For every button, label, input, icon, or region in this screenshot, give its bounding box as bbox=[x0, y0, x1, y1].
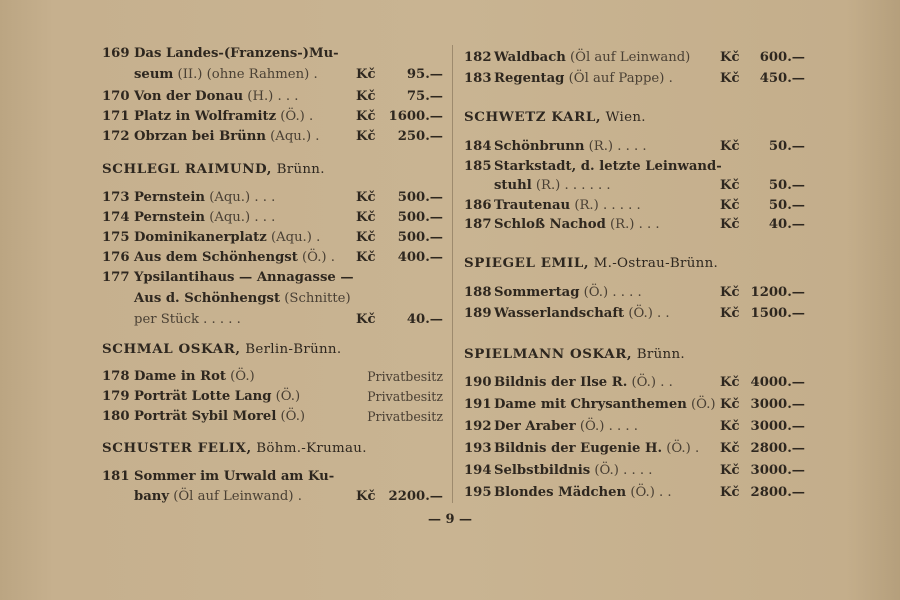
leader-dots: . . . bbox=[250, 210, 276, 225]
artist-name: SPIEGEL EMIL, bbox=[464, 255, 590, 271]
price-value: 500.— bbox=[397, 190, 443, 205]
currency-label: Kč bbox=[720, 50, 740, 65]
entry-medium: (Ö.) bbox=[225, 369, 255, 384]
entry-medium: (Öl auf Leinwand) bbox=[169, 489, 294, 504]
artist-city: M.-Ostrau-Brünn. bbox=[589, 256, 719, 271]
entry-medium: (Ö.) bbox=[686, 397, 716, 412]
entry-title-text: Pernstein bbox=[134, 210, 205, 225]
currency-label: Kč bbox=[356, 129, 376, 144]
entry-number: 187 bbox=[464, 217, 492, 232]
artist-city: Wien. bbox=[601, 110, 646, 125]
entry-medium: (H.) bbox=[243, 89, 274, 104]
leader-dots: . bbox=[311, 129, 320, 144]
entry-number: 171 bbox=[102, 109, 130, 124]
currency-label: Kč bbox=[720, 217, 740, 232]
currency-label: Kč bbox=[720, 178, 740, 193]
price-value: 40.— bbox=[768, 217, 805, 232]
entry-number: 170 bbox=[102, 89, 130, 104]
entry-number: 194 bbox=[464, 463, 492, 478]
entry-medium: (Aqu.) bbox=[205, 190, 251, 205]
entry-number: 185 bbox=[464, 159, 492, 174]
leader-dots: . bbox=[304, 109, 314, 124]
entry-title-text: Porträt Sybil Morel bbox=[134, 409, 277, 424]
catalog-entry bbox=[0, 248, 900, 267]
entry-medium: (Ö.) bbox=[276, 409, 306, 424]
entry-number: 174 bbox=[102, 210, 130, 225]
price-value: 2200.— bbox=[388, 489, 443, 504]
price-value: 40.— bbox=[406, 312, 443, 327]
artist-city: Brünn. bbox=[632, 347, 685, 362]
entry-title bbox=[494, 483, 672, 502]
entry-medium: (Ö.) bbox=[575, 419, 605, 434]
price-value: 2800.— bbox=[750, 441, 805, 456]
entry-title-text: Dominikanerplatz bbox=[134, 230, 267, 245]
price-value: 250.— bbox=[397, 129, 443, 144]
catalog-entry bbox=[0, 215, 900, 234]
catalog-entry bbox=[0, 395, 900, 414]
price-value: 3000.— bbox=[750, 397, 805, 412]
leader-dots: . . bbox=[652, 306, 670, 321]
entry-title-text: stuhl bbox=[494, 178, 532, 193]
entry-medium: (R.) bbox=[605, 217, 635, 232]
artist-name: SPIELMANN OSKAR, bbox=[464, 346, 633, 362]
price-value: 50.— bbox=[768, 198, 805, 213]
entry-title-text: Starkstadt, d. letzte Leinwand- bbox=[494, 159, 722, 174]
currency-label: Kč bbox=[720, 198, 740, 213]
catalog-entry bbox=[0, 176, 900, 195]
entry-title bbox=[494, 373, 673, 392]
entry-title-text: Dame mit Chrysanthemen bbox=[494, 397, 687, 412]
currency-label: Kč bbox=[720, 463, 740, 478]
artist-name: SCHMAL OSKAR, bbox=[102, 341, 241, 357]
price-value: 2800.— bbox=[750, 485, 805, 500]
entry-title-text: Aus d. Schönhengst bbox=[134, 291, 281, 306]
artist-header bbox=[464, 253, 718, 273]
entry-medium: (Aqu.) bbox=[265, 129, 312, 144]
entry-medium: (Ö.) bbox=[626, 485, 655, 500]
entry-title-text: Das Landes-(Franzens-)Mu- bbox=[134, 46, 339, 61]
entry-medium: (Ö.) bbox=[662, 441, 691, 456]
catalog-entry bbox=[0, 461, 900, 480]
entry-number: 175 bbox=[102, 230, 130, 245]
entry-title-text: Ypsilantihaus — Annagasse — bbox=[134, 270, 354, 285]
entry-medium: (Ö.) bbox=[624, 306, 653, 321]
entry-medium: (II.) (ohne Rahmen) bbox=[173, 67, 310, 82]
entry-title bbox=[494, 157, 722, 176]
entry-number: 178 bbox=[102, 369, 130, 384]
ownership-note: Privatbesitz bbox=[367, 389, 443, 404]
entry-title-text: Sommer im Urwald am Ku- bbox=[134, 469, 335, 484]
artist-city: Brünn. bbox=[272, 162, 325, 177]
entry-medium: per Stück bbox=[134, 312, 199, 327]
entry-title-text: bany bbox=[134, 489, 170, 504]
price-value: 95.— bbox=[406, 67, 443, 82]
leader-dots: . . . . . bbox=[598, 198, 641, 213]
entry-number: 173 bbox=[102, 190, 130, 205]
currency-label: Kč bbox=[356, 210, 376, 225]
entry-number: 172 bbox=[102, 129, 130, 144]
leader-dots: . . . . bbox=[604, 419, 638, 434]
entry-title-text: Aus dem Schönhengst bbox=[134, 250, 298, 265]
artist-header bbox=[102, 339, 341, 359]
leader-dots: . . . . . . bbox=[560, 178, 611, 193]
price-value: 3000.— bbox=[750, 419, 805, 434]
ownership-note: Privatbesitz bbox=[367, 369, 443, 384]
entry-number: 182 bbox=[464, 50, 492, 65]
entry-title bbox=[494, 395, 716, 414]
entry-title bbox=[494, 176, 611, 195]
artist-header bbox=[464, 107, 646, 127]
entry-title-text: Waldbach bbox=[494, 50, 566, 65]
currency-label: Kč bbox=[356, 109, 376, 124]
leader-dots: . . . bbox=[273, 89, 299, 104]
price-value: 75.— bbox=[406, 89, 443, 104]
leader-dots: . . . bbox=[250, 190, 276, 205]
entry-medium: (R.) bbox=[570, 198, 599, 213]
catalog-entry bbox=[0, 439, 900, 458]
catalog-entry bbox=[0, 373, 900, 392]
currency-label: Kč bbox=[720, 419, 740, 434]
artist-name: SCHUSTER FELIX, bbox=[102, 440, 252, 456]
entry-title-text: Von der Donau bbox=[134, 89, 244, 104]
currency-label: Kč bbox=[720, 375, 740, 390]
leader-dots: . . . bbox=[634, 217, 660, 232]
entry-title bbox=[494, 69, 673, 88]
leader-dots: . . . . bbox=[618, 463, 653, 478]
leader-dots: . bbox=[690, 441, 700, 456]
price-value: 500.— bbox=[397, 210, 443, 225]
catalog-entry bbox=[0, 69, 900, 88]
price-value: 1600.— bbox=[388, 109, 443, 124]
entry-title-text: Wasserlandschaft bbox=[494, 306, 625, 321]
entry-title-text: Trautenau bbox=[494, 198, 571, 213]
entry-medium: (Ö.) bbox=[627, 375, 657, 390]
entry-medium: (Ö.) bbox=[579, 285, 609, 300]
catalog-entry bbox=[0, 196, 900, 215]
entry-title bbox=[494, 215, 660, 234]
entry-title bbox=[494, 137, 647, 156]
entry-title-text: Schloß Nachod bbox=[494, 217, 606, 232]
price-value: 500.— bbox=[397, 230, 443, 245]
leader-dots: . . bbox=[656, 375, 673, 390]
entry-number: 181 bbox=[102, 469, 130, 484]
entry-title-text: Porträt Lotte Lang bbox=[134, 389, 272, 404]
entry-title bbox=[134, 87, 298, 106]
entry-medium: (Öl auf Pappe) bbox=[564, 71, 665, 86]
catalog-entry bbox=[0, 137, 900, 156]
leader-dots: . . . . . bbox=[198, 312, 241, 327]
price-value: 50.— bbox=[768, 178, 805, 193]
price-value: 3000.— bbox=[750, 463, 805, 478]
entry-medium: (Ö.) bbox=[276, 109, 305, 124]
catalog-entry bbox=[0, 107, 900, 126]
entry-number: 190 bbox=[464, 375, 492, 390]
entry-title-text: Bildnis der Eugenie H. bbox=[494, 441, 663, 456]
entry-title-text: Dame in Rot bbox=[134, 369, 226, 384]
currency-label: Kč bbox=[356, 312, 376, 327]
leader-dots: . . bbox=[654, 485, 672, 500]
entry-title-text: Sommertag bbox=[494, 285, 580, 300]
price-value: 1200.— bbox=[750, 285, 805, 300]
entry-number: 179 bbox=[102, 389, 130, 404]
entry-medium: (Ö.) bbox=[297, 250, 327, 265]
entry-number: 177 bbox=[102, 270, 130, 285]
entry-medium: (Aqu.) bbox=[266, 230, 312, 245]
leader-dots: . bbox=[326, 250, 335, 265]
price-value: 1500.— bbox=[750, 306, 805, 321]
price-value: 4000.— bbox=[750, 375, 805, 390]
entry-number: 180 bbox=[102, 409, 130, 424]
artist-name: SCHWETZ KARL, bbox=[464, 109, 602, 125]
currency-label: Kč bbox=[720, 139, 740, 154]
entry-title-text: Selbstbildnis bbox=[494, 463, 591, 478]
entry-title bbox=[134, 107, 313, 126]
entry-medium: (Ö.) bbox=[271, 389, 301, 404]
artist-city: Berlin-Brünn. bbox=[240, 342, 342, 357]
artist-header bbox=[464, 344, 685, 364]
entry-number: 195 bbox=[464, 485, 492, 500]
artist-city: Böhm.-Krumau. bbox=[251, 441, 367, 456]
currency-label: Kč bbox=[356, 89, 376, 104]
entry-medium: (R.) bbox=[584, 139, 614, 154]
catalog-entry bbox=[0, 304, 900, 323]
catalog-entry bbox=[0, 283, 900, 302]
currency-label: Kč bbox=[720, 485, 740, 500]
currency-label: Kč bbox=[356, 250, 376, 265]
entry-medium: (Öl auf Leinwand) bbox=[565, 50, 691, 65]
entry-medium: (Ö.) bbox=[590, 463, 619, 478]
catalog-entry bbox=[0, 87, 900, 106]
entry-title-text: Bildnis der Ilse R. bbox=[494, 375, 628, 390]
price-value: 400.— bbox=[397, 250, 443, 265]
price-value: 50.— bbox=[768, 139, 805, 154]
entry-title-text: Platz in Wolframitz bbox=[134, 109, 277, 124]
artist-name: SCHLEGL RAIMUND, bbox=[102, 161, 273, 177]
catalog-entry bbox=[0, 417, 900, 436]
entry-title-text: Pernstein bbox=[134, 190, 205, 205]
catalog-entry bbox=[0, 48, 900, 67]
leader-dots: . bbox=[309, 67, 318, 82]
entry-number: 188 bbox=[464, 285, 492, 300]
entry-title bbox=[494, 439, 699, 458]
currency-label: Kč bbox=[720, 397, 740, 412]
currency-label: Kč bbox=[720, 71, 740, 86]
leader-dots: . bbox=[664, 71, 673, 86]
entry-title-text: Obrzan bei Brünn bbox=[134, 129, 266, 144]
entry-title bbox=[494, 48, 690, 67]
entry-title bbox=[494, 461, 652, 480]
currency-label: Kč bbox=[356, 190, 376, 205]
entry-number: 186 bbox=[464, 198, 492, 213]
entry-number: 189 bbox=[464, 306, 492, 321]
entry-number: 184 bbox=[464, 139, 492, 154]
currency-label: Kč bbox=[356, 230, 376, 245]
entry-medium: (Aqu.) bbox=[205, 210, 251, 225]
entry-title-text: Blondes Mädchen bbox=[494, 485, 627, 500]
currency-label: Kč bbox=[720, 441, 740, 456]
entry-number: 193 bbox=[464, 441, 492, 456]
entry-title-text: Der Araber bbox=[494, 419, 576, 434]
entry-title bbox=[494, 304, 670, 323]
price-value: 450.— bbox=[759, 71, 805, 86]
ownership-note: Privatbesitz bbox=[367, 409, 443, 424]
catalog-entry bbox=[0, 157, 900, 176]
leader-dots: . bbox=[311, 230, 321, 245]
page-number: — 9 — bbox=[427, 512, 473, 527]
entry-title bbox=[494, 283, 642, 302]
entry-medium: (Schnitte) bbox=[280, 291, 351, 306]
entry-number: 169 bbox=[102, 46, 130, 61]
entry-title bbox=[494, 417, 638, 436]
leader-dots: . bbox=[293, 489, 302, 504]
leader-dots: . . . . bbox=[608, 285, 642, 300]
entry-title-text: Regentag bbox=[494, 71, 565, 86]
entry-medium: (R.) bbox=[531, 178, 561, 193]
currency-label: Kč bbox=[720, 285, 740, 300]
price-value: 600.— bbox=[759, 50, 805, 65]
entry-number: 176 bbox=[102, 250, 130, 265]
entry-title bbox=[494, 196, 641, 215]
catalog-entry bbox=[0, 483, 900, 502]
entry-number: 192 bbox=[464, 419, 492, 434]
entry-title-text: seum bbox=[134, 67, 174, 82]
currency-label: Kč bbox=[356, 67, 376, 82]
entry-title bbox=[134, 248, 335, 267]
currency-label: Kč bbox=[720, 306, 740, 321]
currency-label: Kč bbox=[356, 489, 376, 504]
entry-title-text: Schönbrunn bbox=[494, 139, 585, 154]
leader-dots: . . . . bbox=[613, 139, 647, 154]
entry-number: 191 bbox=[464, 397, 492, 412]
entry-number: 183 bbox=[464, 71, 492, 86]
